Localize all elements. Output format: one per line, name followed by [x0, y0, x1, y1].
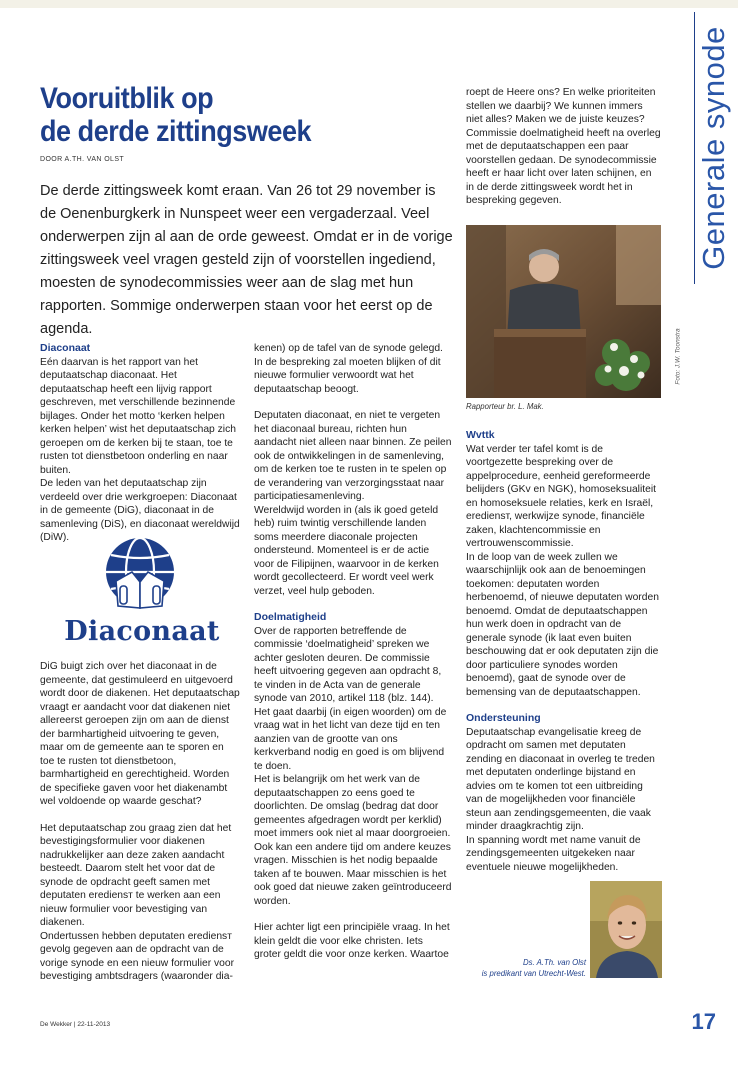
heading-diaconaat: Diaconaat	[40, 342, 91, 354]
photo-caption: Rapporteur br. L. Mak.	[466, 402, 544, 411]
paragraph: Wat verder ter tafel komt is de voortgezette bespreking over de appelprocedure, eenheid gereformeerde belijders (GKv en NGK), homoseksualiteit en homoseksuele relaties, kerk en Israël, erediensт, werkwijze synode, financiële zaken, klachtencommissie en vertrouwenscommissie.	[466, 443, 656, 549]
heading-wvttk: Wvttk	[466, 429, 495, 441]
paragraph: De leden van het deputaatschap zijn verdeeld over drie werkgroepen: Diaconaat in de gemeente (DiG), diaconaat in de samenleving (DiS), en diaconaat wereldwijd (DiW).	[40, 478, 240, 543]
column-1-top	[40, 342, 240, 545]
paragraph: Eén daarvan is het rapport van het deputaatschap diaconaat. Het deputaatschap heeft een lijvig rapport geschreven, met verschillende bezinnende bijlages. Onder het motto ‘kerken helpen kerken helpen’ wist het deputaatschap zich geroepen om de kerken bij te staan, toe te rusten tot dienstbetoon onderling en naar buiten.	[40, 356, 236, 476]
paragraph: Het deputaatschap zou graag zien dat het bevestigingsformulier voor diakenen nadrukkelijker aan deze zaken aandacht besteedt. Daarom stelt het voor dat de synode de opdracht geeft samen met deputaten erediensт te werken aan een nieuw formulier voor bevestiging van diakenen.	[40, 822, 232, 928]
column-1-bottom	[40, 660, 240, 984]
paragraph: roept de Heere ons? En welke prioriteiten stellen we daarbij? We kunnen immers niet alles? Maken we de juiste keuzes? Commissie doelmatigheid heeft na overleg met de deputaatschappen een paar voorstellen gedaan. De synodecommissie heeft er haar licht over laten schijnen, en in de derde zittingsweek wordt het in bespreking gegeven.	[466, 87, 661, 206]
paragraph: Wereldwijd worden in (als ik goed geteld heb) ruim twintig verschillende landen soms meerdere diaconale projecten ondersteund. Momenteel is er de actie voor de Filipijnen, waarvoor in de kerken wordt gecollecteerd. Er wordt veel werk verzet, veel hulp geboden.	[254, 504, 439, 597]
intro-paragraph: De derde zittingsweek komt eraan. Van 26 tot 29 november is de Oenenburgkerk in Nunspeet weer een vergaderzaal. Veel onderwerpen zijn al aan de orde geweest. Omdat er in de vorige zittingsweek veel vragen gesteld zijn of voorstellen ingediend, moesten de synodecommissies weer aan de slag met hun rapporten. Sommige onderwerpen staan voor het eerst op de agenda.	[40, 183, 453, 337]
footer-publication: De Wekker | 22-11-2013	[40, 1021, 111, 1028]
paragraph: Het is belangrijk om het werk van de deputaatschappen zo eens goed te doorlichten. De omslag (bedrag dat door gemeentes afgedragen wordt per kerklid) moet immers ook niet al maar doorgroeien. Ook kan een andere tijd om andere keuzes vragen. Misschien is het nodig bepaalde taken af te bouwen. Maar misschien is het ook goed dat nieuwe zaken geïntroduceerd worden.	[254, 774, 452, 907]
paragraph: Ondertussen hebben deputaten erediensт gevolg gegeven aan de opdracht van de vorige synode en een nieuw formulier voor bevestiging ambtsdragers (waaronder dia-	[40, 930, 235, 982]
headline-line-2: de derde zittingsweek	[40, 115, 312, 148]
photo-credit-wrap	[670, 328, 682, 385]
paragraph: DiG buigt zich over het diaconaat in de gemeente, dat gestimuleerd en uitgevoerd wordt door de diakenen. Het deputaatschap vraagt er aandacht voor dat diakenen niet allereerst geroepen zijn om aan de dienst der barmhartigheid uitvoering te geven, maar om de gemeente aan te sporen en toe te rusten tot dienstbetoon, barmhartigheid en gerechtigheid. Worden de specifieke gaven voor het diakenambt wel voldoende op waarde geschat?	[40, 661, 240, 807]
speaker-photo	[466, 225, 661, 398]
author-portrait	[590, 881, 662, 978]
column-3-top	[466, 86, 662, 208]
section-title: Generale synode	[696, 26, 732, 270]
author-caption	[460, 958, 586, 979]
heading-ondersteuning: Ondersteuning	[466, 712, 541, 724]
top-bar	[0, 0, 738, 8]
author-name: Ds. A.Th. van Olst	[523, 958, 586, 967]
heading-doelmatigheid: Doelmatigheid	[254, 611, 327, 623]
page-number: 17	[691, 1009, 716, 1034]
paragraph: In de loop van de week zullen we waarschijnlijk ook aan de benoemingen toekomen: deputaten worden herbenoemd, of nieuwe deputaten worden benoemd. Omdat de deputaatschappen hun werk doen in opdracht van de generale synode (ik laat even buiten beschouwing dat er ook deputaten zijn die door particuliere synodes worden benoemd), gaat de synode over de bemensing van de deputaatschappen.	[466, 551, 659, 698]
headline-line-1: Vooruitblik op	[40, 82, 214, 115]
paragraph: In spanning wordt met name vanuit de zendingsgemeenten uitgekeken naar eventuele nieuwe mogelijkheden.	[466, 834, 641, 873]
column-3-bottom	[466, 429, 662, 874]
article-headline	[40, 82, 400, 148]
paragraph: Deputaten diaconaat, en niet te vergeten het diaconaal bureau, richten hun aandacht niet alleen naar binnen. Ze peilen ook de ontwikkelingen in de samenleving, om de kerken toe te rusten in te spelen op de verandering van verzorgingsstaat naar participatiesamenleving.	[254, 410, 452, 502]
paragraph: Hier achter ligt een principiële vraag. In het klein geldt die voor elke christen. Iets groter geldt die voor onze kerken. Waartoe	[254, 922, 450, 960]
logo-wordmark: Diaconaat	[64, 616, 220, 647]
author-role: is predikant van Utrecht-West.	[481, 968, 586, 978]
byline: DOOR A.TH. VAN OLST	[40, 156, 125, 163]
paragraph: kenen) op de tafel van de synode gelegd. In de bespreking zal moeten blijken of dit nieuwe formulier verwoordt wat het deputaatschap beoogt.	[254, 343, 443, 395]
paragraph: Over de rapporten betreffende de commissie ‘doelmatigheid’ spreken we achter gesloten deuren. De commissie heeft uitvoering gegeven aan opdracht 8, te vinden in de Acta van de generale synode van 2010, artikel 118 (blz. 144). Het gaat daarbij (in eigen woorden) om de vraag wat in het licht van deze tijd en ten aanzien van de grootte van ons kerkverband nodig en goed is om blijvend te doen.	[254, 625, 447, 772]
paragraph: Deputaatschap evangelisatie kreeg de opdracht om samen met deputaten zending en diaconaat in overleg te treden met deputaten onderlinge bijstand en advies om te komen tot een uitbreiding van de mogelijkheden voor financiële steun aan zendingsgemeenten, die vaak minder draagkrachtig zijn.	[466, 726, 655, 832]
column-2	[254, 342, 452, 962]
photo-credit: Foto: J.W. Toonstra	[674, 328, 682, 385]
section-label	[694, 12, 734, 284]
